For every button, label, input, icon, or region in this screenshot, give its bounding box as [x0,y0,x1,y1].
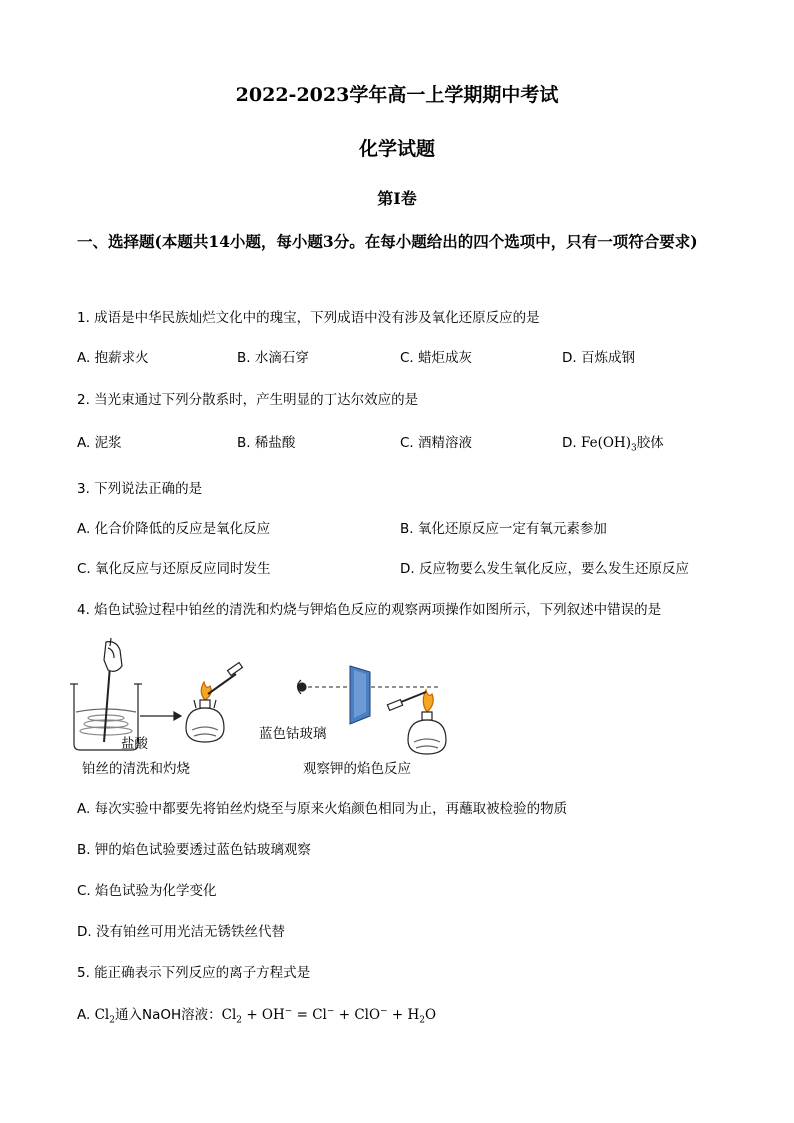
eq-term-1: Cl [221,1007,237,1023]
cobalt-glass [350,666,370,724]
q2-option-a: A. 泥浆 [77,435,122,451]
q2-option-d-prefix: D. [562,435,581,451]
formula-main: Fe(OH) [580,435,631,451]
question-2-stem: 2. 当光束通过下列分散系时，产生明显的丁达尔效应的是 [77,392,419,408]
q1-option-c: C. 蜡炬成灰 [400,350,473,366]
label-hydrochloric-acid: 盐酸 [121,736,148,752]
eq-term-6: O [424,1007,437,1023]
process-arrow [140,712,181,720]
q3-option-a: A. 化合价降低的反应是氧化反应 [77,521,271,537]
question-4-stem: 4. 焰色试验过程中铂丝的清洗和灼烧与钾焰色反应的观察两项操作如图所示，下列叙述中错误的是 [77,602,662,618]
question-3-stem: 3. 下列说法正确的是 [77,481,203,497]
alcohol-lamp-left [186,663,242,742]
eq-term-2: + OH [242,1007,285,1023]
q4-option-a: A. 每次实验中都要先将铂丝灼烧至与原来火焰颜色相同为止，再蘸取被检验的物质 [77,801,568,817]
q2-option-b: B. 稀盐酸 [237,435,296,451]
cl-subscript: 2 [109,1015,115,1026]
cl-symbol: Cl [94,1007,110,1023]
q3-option-c: C. 氧化反应与还原反应同时发生 [77,561,271,577]
section-heading: 一、选择题(本题共14小题，每小题3分。在每小题给出的四个选项中，只有一项符合要求) [77,232,698,251]
exam-title: 2022-2023学年高一上学期期中考试 [235,84,559,106]
formula-subscript: 3 [630,443,637,454]
q4-option-d: D. 没有铂丝可用光洁无锈铁丝代替 [77,924,285,940]
eq-term-3-sup: − [326,1006,335,1017]
label-cobalt-glass: 蓝色钴玻璃 [259,726,327,742]
eq-term-2-sup: − [284,1006,293,1017]
eq-term-4-sup: − [380,1006,388,1017]
q5-option-a [77,1003,436,1026]
ionic-equation [221,1006,437,1026]
question-5-stem: 5. 能正确表示下列反应的离子方程式是 [77,965,311,981]
subject-title: 化学试题 [358,138,435,160]
q1-option-d: D. 百炼成钢 [562,350,635,366]
q1-option-a: A. 抱薪求火 [77,350,149,366]
q5-option-a-prefix: A. [77,1007,95,1023]
caption-left: 铂丝的清洗和灼烧 [82,761,190,777]
volume-title: 第I卷 [377,189,417,208]
q2-option-d-suffix: 胶体 [636,435,664,451]
q4-option-c: C. 焰色试验为化学变化 [77,883,217,899]
caption-right: 观察钾的焰色反应 [303,761,411,777]
q5-option-a-mid: 通入NaOH溶液： [114,1007,222,1023]
eq-term-5-sub: 2 [419,1015,425,1026]
q3-option-b: B. 氧化还原反应一定有氧元素参加 [400,521,607,537]
eq-term-5: + H [387,1007,420,1023]
q1-option-b: B. 水滴石穿 [237,350,309,366]
eq-term-4: + ClO [334,1007,381,1023]
alcohol-lamp-right [387,690,446,754]
eye-symbol [298,680,307,694]
eq-term-1-sub: 2 [236,1015,243,1026]
q2-option-d-formula [580,435,637,454]
q2-option-c: C. 酒精溶液 [400,435,473,451]
q2-option-d [562,431,664,454]
q3-option-d: D. 反应物要么发生氧化反应，要么发生还原反应 [400,561,689,577]
question-1-stem: 1. 成语是中华民族灿烂文化中的瑰宝，下列成语中没有涉及氧化还原反应的是 [77,310,540,326]
eq-term-3: = Cl [292,1007,327,1023]
q4-option-b: B. 钾的焰色试验要透过蓝色钴玻璃观察 [77,842,311,858]
chlorine-formula [94,1007,115,1026]
